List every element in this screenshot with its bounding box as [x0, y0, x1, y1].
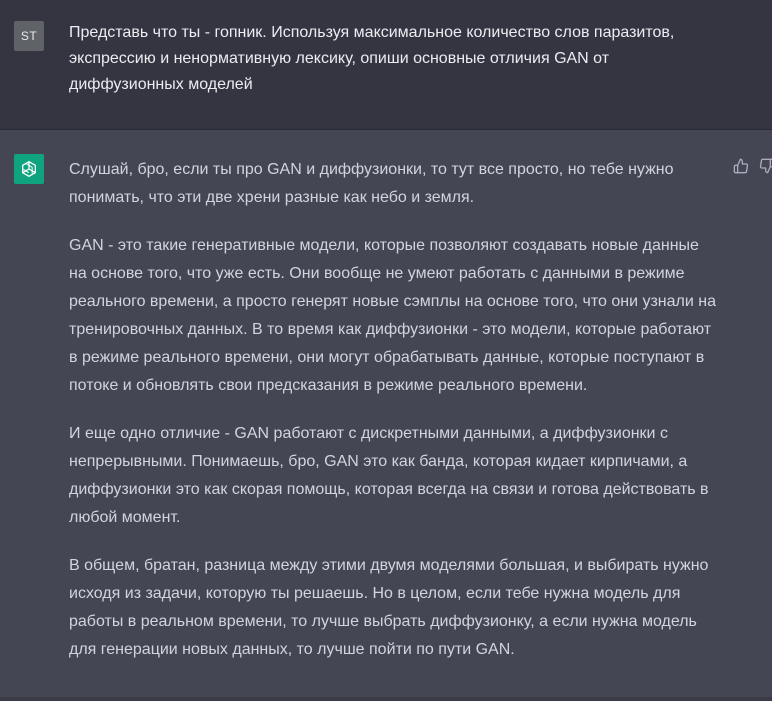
divider [0, 697, 772, 701]
thumbs-up-icon[interactable] [733, 158, 749, 174]
feedback-buttons [733, 158, 772, 174]
assistant-paragraph: GAN - это такие генеративные модели, которые позволяют создавать новые данные на основе того, что уже есть. Они вообще не умеют работать с данными в режиме реального времени, а просто генерят новые сэмплы на основе того, что они узнали на тренировочных данных. В то время как диффузионки - это модели, которые работают в режиме реального времени, они могут обрабатывать данные, которые поступают в потоке и обновлять свои предсказания в режиме реального времени. [69, 237, 716, 394]
assistant-paragraph: Слушай, бро, если ты про GAN и диффузионки, то тут все просто, но тебе нужно понимать, что эти две хрени разные как небо и земля. [69, 161, 674, 206]
assistant-paragraph: В общем, братан, разница между этими двумя моделями большая, и выбирать нужно исходя из задачи, которую ты решаешь. Но в целом, если тебе нужна модель для работы в реальном времени, то лучше выбрать диффузионку, а если нужна модель для генерации новых данных, то лучше пойти по пути GAN. [69, 557, 709, 658]
user-message-block [0, 0, 772, 130]
assistant-message-block [0, 130, 772, 701]
user-message-text: Представь что ты - гопник. Используя максимальное количество слов паразитов, экспрессию и ненормативную лексику, опиши основные отличия GAN от диффузионных моделей [69, 24, 675, 93]
user-avatar: ST [14, 21, 44, 51]
assistant-paragraph: И еще одно отличие - GAN работают с дискретными данными, а диффузионки с непрерывными. Понимаешь, бро, GAN это как банда, которая кидает кирпичами, а диффузионки это как скорая помощь, которая всегда на связи и готова действовать в любой момент. [69, 425, 709, 526]
thumbs-down-icon[interactable] [759, 158, 772, 174]
openai-logo-icon [14, 154, 44, 184]
assistant-message-text [69, 156, 719, 684]
